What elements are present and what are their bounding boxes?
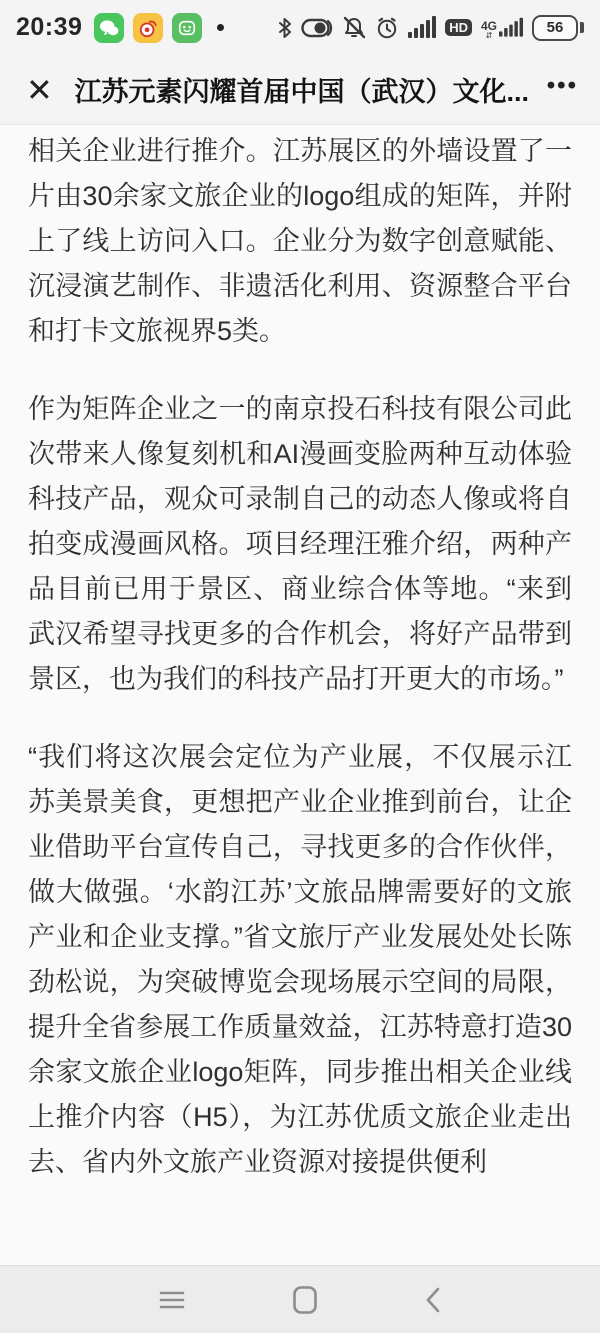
close-icon[interactable]: ✕ <box>20 74 59 106</box>
sim2-network-icon <box>481 16 523 40</box>
hd-volte-icon: HD <box>445 19 472 36</box>
weibo-icon <box>133 13 163 43</box>
mute-icon <box>342 16 366 40</box>
nfc-icon <box>301 17 333 39</box>
more-notifications-dot-icon <box>217 24 224 31</box>
more-menu-icon[interactable]: ••• <box>545 74 580 106</box>
status-bar <box>0 0 600 55</box>
alarm-icon <box>375 16 399 40</box>
system-navigation-bar <box>0 1265 600 1333</box>
status-time: 20:39 <box>16 13 83 41</box>
signal-bars-2-icon <box>499 16 523 40</box>
wechat-icon <box>94 13 124 43</box>
recents-button[interactable] <box>153 1284 191 1316</box>
bluetooth-icon <box>278 16 292 40</box>
status-system-icons <box>278 15 584 41</box>
network-type <box>481 20 497 40</box>
battery-icon <box>532 15 584 41</box>
browser-title-bar <box>0 55 600 125</box>
page-title: 江苏元素闪耀首届中国（武汉）文化... <box>74 77 530 107</box>
article-body[interactable] <box>0 125 600 1265</box>
article-paragraph: 相关企业进行推介。江苏展区的外墙设置了一片由30余家文旅企业的logo组成的矩阵，并附上了线上访问入口。企业分为数字创意赋能、沉浸演艺制作、非遗活化利用、资源整合平台和打卡文旅视界5类。 <box>28 136 572 346</box>
chevron-left-icon <box>423 1285 443 1315</box>
article-paragraph: “我们将这次展会定位为产业展，不仅展示江苏美景美食，更想把产业企业推到前台，让企业借助平台宣传自己，寻找更多的合作伙伴，做大做强。‘水韵江苏’文旅品牌需要好的文旅产业和企业支撑。”省文旅厅产业发展处处长陈劲松说，为突破博览会现场展示空间的局限，提升全省参展工作质量效益，江苏特意打造30余家文旅企业logo矩阵，同步推出相关企业线上推介内容（H5），为江苏优质文旅企业走出去、省内外文旅产业资源对接提供便利 <box>28 742 572 1177</box>
home-button[interactable] <box>287 1281 323 1319</box>
article-paragraph: 作为矩阵企业之一的南京投石科技有限公司此次带来人像复刻机和AI漫画变脸两种互动体验科技产品，观众可录制自己的动态人像或将自拍变成漫画风格。项目经理汪雅介绍，两种产品目前已用于景区、商业综合体等地。“来到武汉希望寻找更多的合作机会，将好产品带到景区，也为我们的科技产品打开更大的市场。” <box>28 394 572 694</box>
battery-nub <box>580 22 584 33</box>
menu-icon <box>157 1288 187 1312</box>
signal-bars-icon <box>408 16 436 40</box>
home-square-icon <box>291 1285 319 1315</box>
back-button[interactable] <box>419 1281 447 1319</box>
battery-level: 56 <box>532 15 578 41</box>
smiley-app-icon <box>172 13 202 43</box>
network-type-label: 4G <box>480 18 497 33</box>
data-arrows-icon: ⇵ <box>485 30 493 40</box>
